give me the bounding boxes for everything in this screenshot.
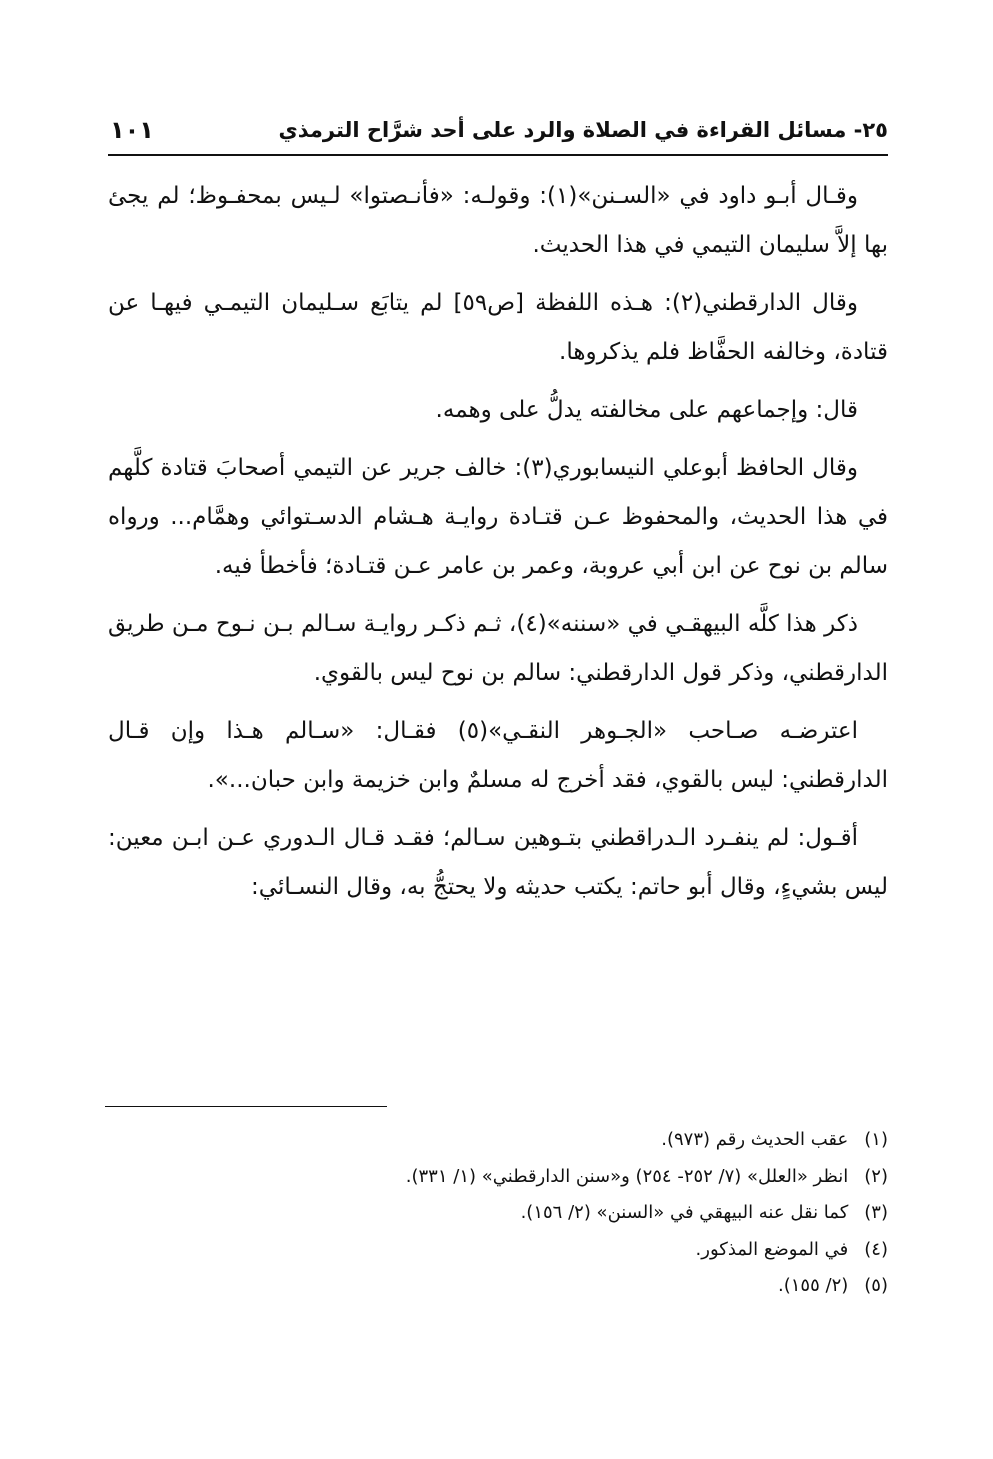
footnote — [108, 1232, 888, 1269]
footnote-text: عقب الحديث رقم (٩٧٣). — [661, 1129, 849, 1150]
paragraph: أقـول: لم ينفـرد الـدراقطني بتـوهين سـالم؛ فقـد قـال الـدوري عـن ابـن معين: ليس بشيءٍ، وقال أبو حاتم: يكتب حديثه ولا يحتجُّ به، وقال النسـائي: — [108, 825, 888, 900]
header-title: ٢٥- مسائل القراءة في الصلاة والرد على أحد شرَّاح الترمذي — [278, 118, 888, 142]
footnote-text: كما نقل عنه البيهقي في «السنن» (٢/ ١٥٦). — [520, 1202, 849, 1223]
footnote — [108, 1268, 888, 1305]
footnote — [108, 1159, 888, 1196]
footnote-divider — [105, 1106, 387, 1107]
footnote-number: (٣) — [864, 1202, 888, 1223]
footnote — [108, 1122, 888, 1159]
footnote-text: انظر «العلل» (٧/ ٢٥٢- ٢٥٤) و«سنن الدارقطني» (١/ ٣٣١). — [405, 1165, 849, 1187]
paragraph: وقال الدارقطني(٢): هـذه اللفظة [ص٥٩] لم يتابَع سـليمان التيمـي فيهـا عن قتادة، وخالفه الحفَّاظ فلم يذكروها. — [108, 290, 888, 365]
page-number: ١٠١ — [110, 116, 154, 144]
paragraph: ذكر هذا كلَّه البيهقـي في «سننه»(٤)، ثـم ذكـر روايـة سـالم بـن نـوح مـن طريق الدارقطني، وذكر قول الدارقطني: سالم بن نوح ليس بالقوي. — [108, 611, 888, 686]
paragraph: وقـال أبـو داود في «السـنن»(١): وقولـه: «فأنـصتوا» لـيس بمحفـوظ؛ لم يجئ بها إلاَّ سليمان التيمي في هذا الحديث. — [108, 183, 888, 258]
footnote-number: (٤) — [864, 1238, 888, 1260]
main-text — [108, 172, 888, 921]
footnotes — [108, 1122, 888, 1305]
running-header — [108, 112, 888, 156]
footnote-number: (١) — [864, 1129, 888, 1150]
paragraph: قال: وإجماعهم على مخالفته يدلُّ على وهمه. — [435, 397, 858, 423]
footnote-text: في الموضع المذكور. — [695, 1238, 849, 1260]
footnote-text: (٢/ ١٥٥). — [778, 1275, 849, 1296]
paragraph: اعترضـه صـاحب «الجـوهر النقـي»(٥) فقـال: «سـالم هـذا وإن قـال الدارقطني: ليس بالقوي، فقد أخرج له مسلمٌ وابن خزيمة وابن حبان...». — [108, 718, 888, 793]
footnote — [108, 1195, 888, 1232]
footnote-number: (٢) — [864, 1165, 888, 1187]
footnote-number: (٥) — [864, 1275, 888, 1296]
paragraph: وقال الحافظ أبوعلي النيسابوري(٣): خالف جرير عن التيمي أصحابَ قتادة كلَّهم في هذا الحديث، والمحفوظ عـن قتـادة روايـة هـشام الدسـتوائي وهمَّام... ورواه سالم بن نوح عن ابن أبي عروبة، وعمر بن عامر عـن قتـادة؛ فأخطأ فيه. — [108, 455, 888, 579]
